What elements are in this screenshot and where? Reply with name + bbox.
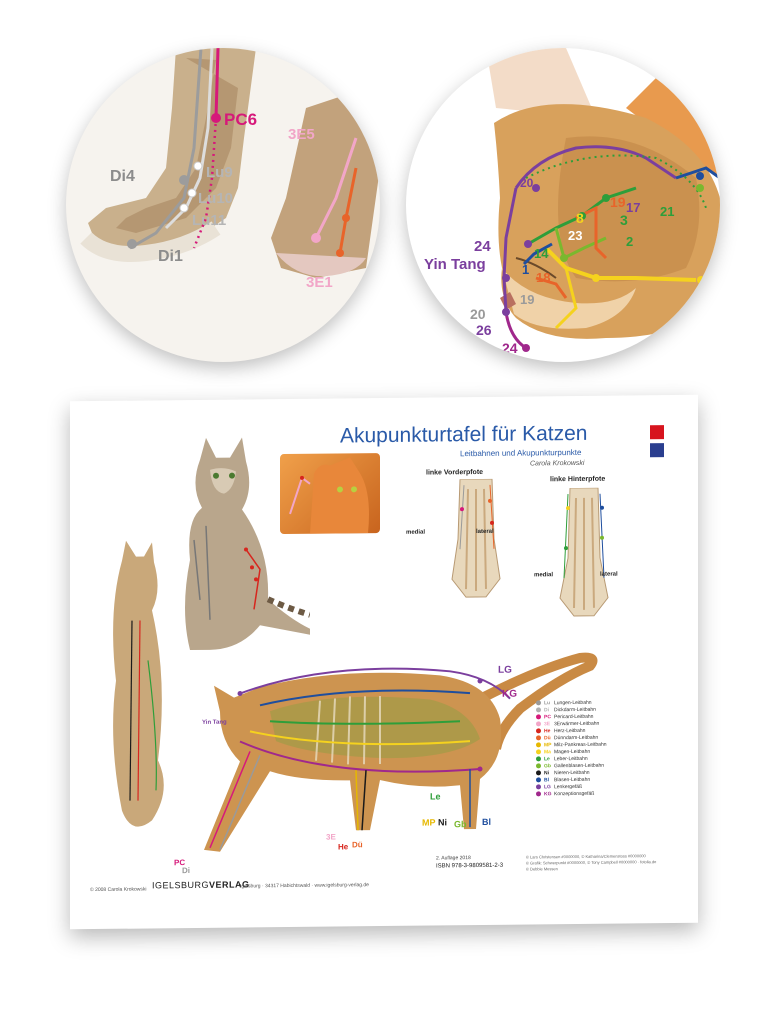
legend-color-dot [536, 771, 541, 776]
legend-color-dot [536, 736, 541, 741]
point-label-19b: 19 [520, 292, 535, 307]
legend-text: Magen-Leitbahn [554, 748, 591, 756]
legend-code: Bl [544, 777, 549, 784]
poster-subtitle: Leitbahnen und Akupunkturpunkte [460, 447, 582, 459]
legend-color-dot [536, 764, 541, 769]
hind-paw-title: linke Hinterpfote [550, 475, 606, 484]
legend-row [536, 735, 598, 742]
paw-detail-circle [66, 48, 380, 362]
meridian-legend [536, 699, 686, 801]
blue-corner-tab [650, 443, 664, 457]
cat-label-pc: PC [174, 858, 186, 868]
point-label-3: 3 [620, 212, 628, 228]
legend-code: Ni [544, 770, 549, 777]
legend-color-dot [536, 729, 541, 734]
cat-label-yintang: Yin Tang [202, 719, 227, 726]
legend-text: Blasen-Leitbahn [554, 776, 591, 784]
publisher-address: Igelsburg · 34317 Habichtswald · www.igelsburg-verlag.de [240, 882, 369, 890]
point-label-8: 8 [576, 210, 584, 226]
copyright-text: © 2008 Carola Krokowski [90, 886, 147, 894]
legend-code: Lu [544, 700, 551, 707]
cat-label-mp: MP [422, 817, 436, 828]
credits-line-3: © Debbie Messen [526, 866, 558, 872]
legend-color-dot [536, 715, 541, 720]
legend-row [536, 777, 590, 784]
legend-color-dot [536, 743, 541, 748]
legend-row [536, 770, 590, 777]
hind-paw-diagram [554, 488, 614, 619]
point-label-19: 19 [610, 194, 626, 210]
legend-text: Leber-Leitbahn [554, 755, 588, 763]
front-lateral-label: lateral [476, 528, 494, 536]
point-label-lu10: Lu10 [198, 190, 234, 207]
point-label-14: 14 [534, 246, 549, 261]
legend-text: Dickdarm-Leitbahn [554, 706, 596, 714]
point-label-2: 2 [626, 234, 634, 249]
standing-kitten-image [92, 540, 182, 841]
legend-text: Dünndarm-Leitbahn [554, 734, 599, 742]
legend-code: KG [544, 791, 552, 798]
publisher-name-b: VERLAG [209, 879, 250, 890]
credits-line-1: © Lars Christensen #0000000, © Katharina/Clemenstoss #0000000 [526, 853, 646, 860]
legend-text: Herz-Leitbahn [554, 727, 586, 735]
front-paw-diagram [446, 479, 506, 600]
point-label-lu11: Lu11 [192, 212, 227, 229]
point-label-di4: Di4 [110, 168, 135, 185]
hind-medial-label: medial [534, 572, 554, 579]
point-label-di1: Di1 [158, 248, 183, 265]
legend-color-dot [536, 701, 541, 706]
point-label-17: 17 [626, 200, 641, 215]
cat-label-di: Di [182, 866, 190, 876]
legend-code: PC [544, 714, 551, 721]
cat-label-le: Le [430, 791, 441, 802]
publisher-logo [152, 879, 250, 890]
legend-text: Lenkergefäß [554, 783, 583, 791]
legend-row [536, 791, 594, 798]
legend-row [536, 742, 607, 749]
legend-code: He [544, 728, 551, 735]
legend-code: MP [544, 742, 552, 749]
legend-text: Lungen-Leitbahn [554, 699, 592, 707]
credits-line-2: © Grafik: Schwerpunkt #0000000, © Tony Campbell #0000000 · fotolia.de [526, 859, 657, 866]
cat-label-bl: Bl [482, 816, 491, 827]
point-label-23: 23 [568, 228, 583, 243]
point-label-20b: 20 [470, 306, 486, 322]
legend-text: Pericard-Leitbahn [554, 713, 594, 721]
red-corner-tab [650, 425, 664, 439]
legend-code: Gb [544, 763, 551, 770]
point-label-21: 21 [660, 204, 675, 219]
cat-label-kg: KG [502, 688, 517, 700]
legend-color-dot [536, 792, 541, 797]
point-label-24: 24 [474, 238, 491, 255]
point-label-3e5: 3E5 [288, 126, 315, 143]
legend-row [536, 714, 593, 721]
legend-row [536, 700, 592, 707]
legend-code: Ma [544, 749, 551, 756]
legend-text: Konzeptionsgefäß [554, 790, 595, 798]
legend-row [536, 749, 590, 756]
point-label-pc6: PC6 [224, 110, 258, 129]
cat-label-3e: 3E [326, 832, 336, 842]
cat-label-he: He [338, 842, 349, 852]
isbn-text: ISBN 978-3-9809581-2-3 [436, 862, 504, 870]
front-paw-title: linke Vorderpfote [426, 468, 484, 477]
cat-label-ni: Ni [438, 817, 447, 828]
publisher-name-a: IGELSBURG [152, 879, 210, 891]
legend-code: LG [544, 784, 551, 791]
legend-row [536, 728, 585, 735]
legend-color-dot [536, 722, 541, 727]
legend-color-dot [536, 778, 541, 783]
cat-label-lg: LG [498, 664, 512, 676]
orange-cat-photo [280, 453, 380, 534]
legend-color-dot [536, 750, 541, 755]
point-label-1: 1 [522, 262, 530, 277]
legend-text: 3Erwärmer-Leitbahn [554, 720, 600, 728]
front-medial-label: medial [406, 529, 426, 536]
point-label-lu9: Lu9 [206, 164, 233, 181]
legend-color-dot [536, 757, 541, 762]
legend-color-dot [536, 708, 541, 713]
legend-color-dot [536, 785, 541, 790]
legend-code: Le [544, 756, 550, 763]
acupuncture-poster [70, 395, 698, 930]
legend-code: Dü [544, 735, 551, 742]
yin-tang-label: Yin Tang [424, 256, 486, 273]
legend-row [536, 756, 588, 763]
poster-author: Carola Krokowski [530, 459, 585, 468]
cat-label-gb: Gb [454, 819, 467, 830]
legend-row [536, 707, 596, 714]
legend-code: 3E [544, 721, 551, 728]
head-detail-circle [406, 48, 720, 362]
point-label-3e1: 3E1 [306, 274, 333, 291]
edition-text: 2. Auflage 2018 [436, 855, 471, 862]
legend-text: Milz-Pankreas-Leitbahn [554, 741, 607, 749]
legend-code: Di [544, 707, 549, 714]
hind-lateral-label: lateral [600, 571, 618, 578]
legend-text: Gallenblasen-Leitbahn [554, 762, 605, 770]
legend-row [536, 784, 582, 790]
point-label-24b: 24 [502, 340, 518, 356]
point-label-18: 18 [536, 270, 551, 285]
point-label-26: 26 [476, 322, 492, 338]
legend-text: Nieren-Leitbahn [554, 769, 590, 777]
poster-title: Akupunkturtafel für Katzen [340, 421, 588, 448]
point-label-20: 20 [520, 176, 534, 190]
legend-row [536, 763, 604, 770]
cat-label-du: Dü [352, 840, 363, 850]
legend-row [536, 721, 599, 728]
